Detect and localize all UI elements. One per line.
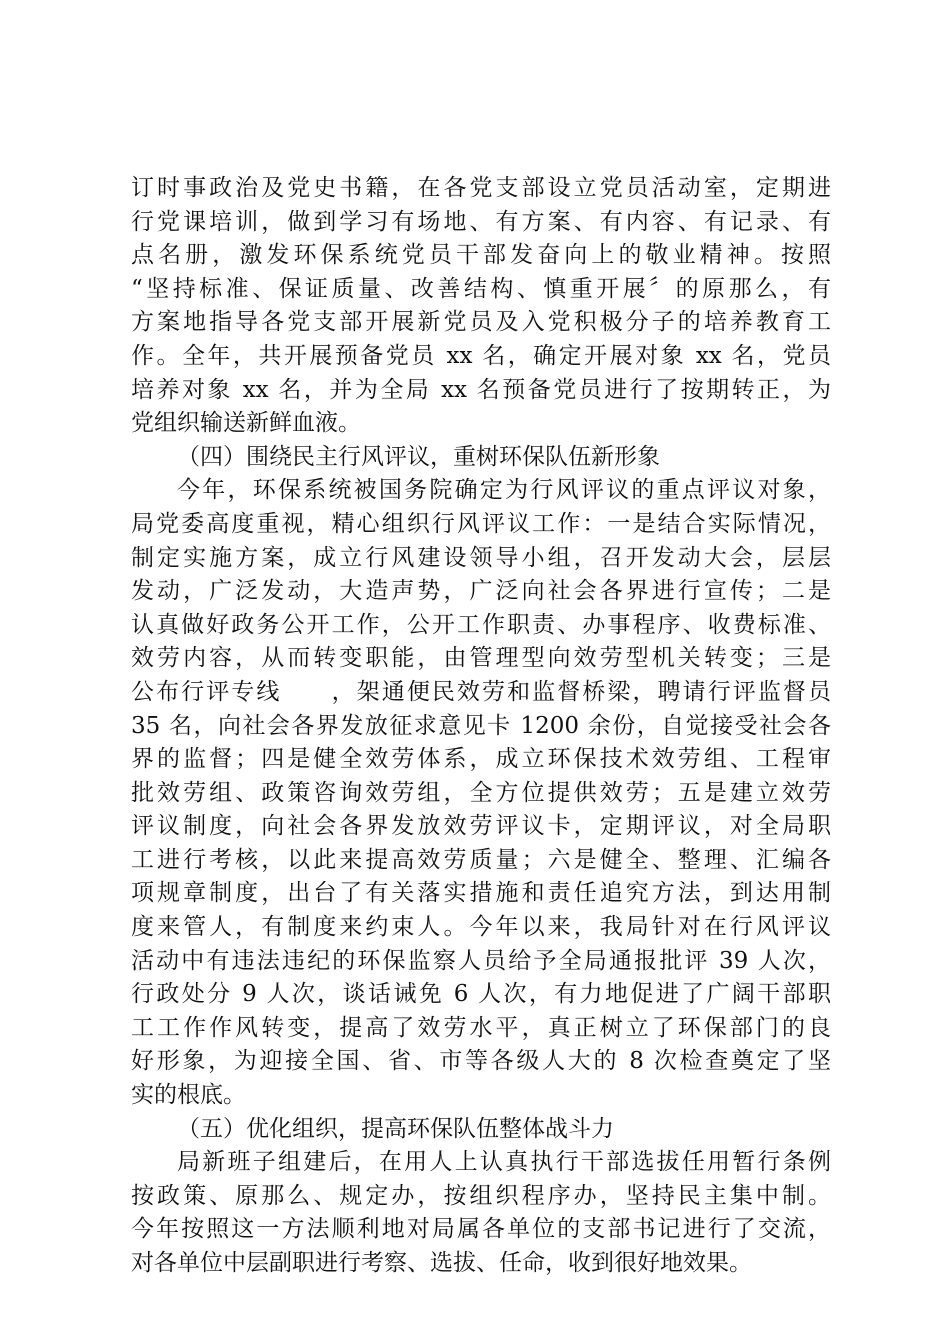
paragraph-line: 项规章制度，出台了有关落实措施和责任追究方法，到达用制 (131, 880, 831, 907)
paragraph-line: 35 名，向社会各界发放征求意见卡 1200 余份，自觉接受社会各 (131, 712, 831, 739)
paragraph-line: 按政策、原那么、规定办，按组织程序办，坚持民主集中制。 (131, 1182, 831, 1209)
paragraph-line: 认真做好政务公开工作，公开工作职责、办事程序、收费标准、 (131, 611, 831, 638)
document-body (131, 172, 831, 1281)
paragraph-line: 行政处分 9 人次，谈话诫免 6 人次，有力地促进了广阔干部职 (131, 981, 831, 1008)
paragraph-line: 对各单位中层副职进行考察、选拔、任命，收到很好地效果。 (131, 1250, 752, 1276)
paragraph-line: 评议制度，向社会各界发放效劳评议卡，定期评议，对全局职 (131, 813, 831, 840)
paragraph-line: 党组织输送新鲜血液。 (131, 410, 361, 437)
paragraph-line: “坚持标准、保证质量、改善结构、慎重开展〞的原那么，有 (131, 275, 831, 302)
paragraph-line: 今年按照这一方法顺利地对局属各单位的支部书记进行了交流， (131, 1216, 831, 1243)
paragraph-line: 今年，环保系统被国务院确定为行风评议的重点评议对象， (177, 477, 831, 504)
paragraph-line: 作。全年，共开展预备党员 xx 名，确定开展对象 xx 名，党员 (131, 342, 831, 369)
paragraph-line: 公布行评专线 ，架通便民效劳和监督桥梁，聘请行评监督员 (131, 678, 831, 705)
paragraph-line: 实的根底。 (131, 1082, 246, 1109)
section-heading: （五）优化组织，提高环保队伍整体战斗力 (177, 1115, 614, 1142)
paragraph-line: 批效劳组、政策咨询效劳组，全方位提供效劳；五是建立效劳 (131, 779, 831, 806)
paragraph-line: 局新班子组建后，在用人上认真执行干部选拔任用暂行条例 (177, 1149, 831, 1176)
paragraph-line: 度来管人，有制度来约束人。今年以来，我局针对在行风评议 (131, 914, 831, 941)
paragraph-line: 培养对象 xx 名，并为全局 xx 名预备党员进行了按期转正，为 (131, 376, 831, 403)
paragraph-line: 工工作作风转变，提高了效劳水平，真正树立了环保部门的良 (131, 1014, 831, 1041)
paragraph-line: 活动中有违法违纪的环保监察人员给予全局通报批评 39 人次， (131, 947, 831, 974)
paragraph-line: 界的监督；四是健全效劳体系，成立环保技术效劳组、工程审 (131, 746, 831, 773)
paragraph-line: 局党委高度重视，精心组织行风评议工作：一是结合实际情况， (131, 510, 831, 537)
paragraph-line: 发动，广泛发动，大造声势，广泛向社会各界进行宣传；二是 (131, 578, 831, 605)
paragraph-line: 方案地指导各党支部开展新党员及入党积极分子的培养教育工 (131, 309, 831, 336)
paragraph-line: 好形象，为迎接全国、省、市等各级人大的 8 次检查奠定了坚 (131, 1048, 831, 1075)
paragraph-line: 制定实施方案，成立行风建设领导小组，召开发动大会，层层 (131, 544, 831, 571)
paragraph-line: 工进行考核，以此来提高效劳质量；六是健全、整理、汇编各 (131, 846, 831, 873)
paragraph-line: 订时事政治及党史书籍，在各党支部设立党员活动室，定期进 (131, 175, 831, 201)
paragraph-line: 点名册，激发环保系统党员干部发奋向上的敬业精神。按照 (131, 242, 831, 269)
paragraph-line: 行党课培训，做到学习有场地、有方案、有内容、有记录、有 (131, 208, 831, 235)
section-heading: （四）围绕民主行风评议，重树环保队伍新形象 (177, 443, 660, 470)
paragraph-line: 效劳内容，从而转变职能，由管理型向效劳型机关转变；三是 (131, 645, 831, 672)
